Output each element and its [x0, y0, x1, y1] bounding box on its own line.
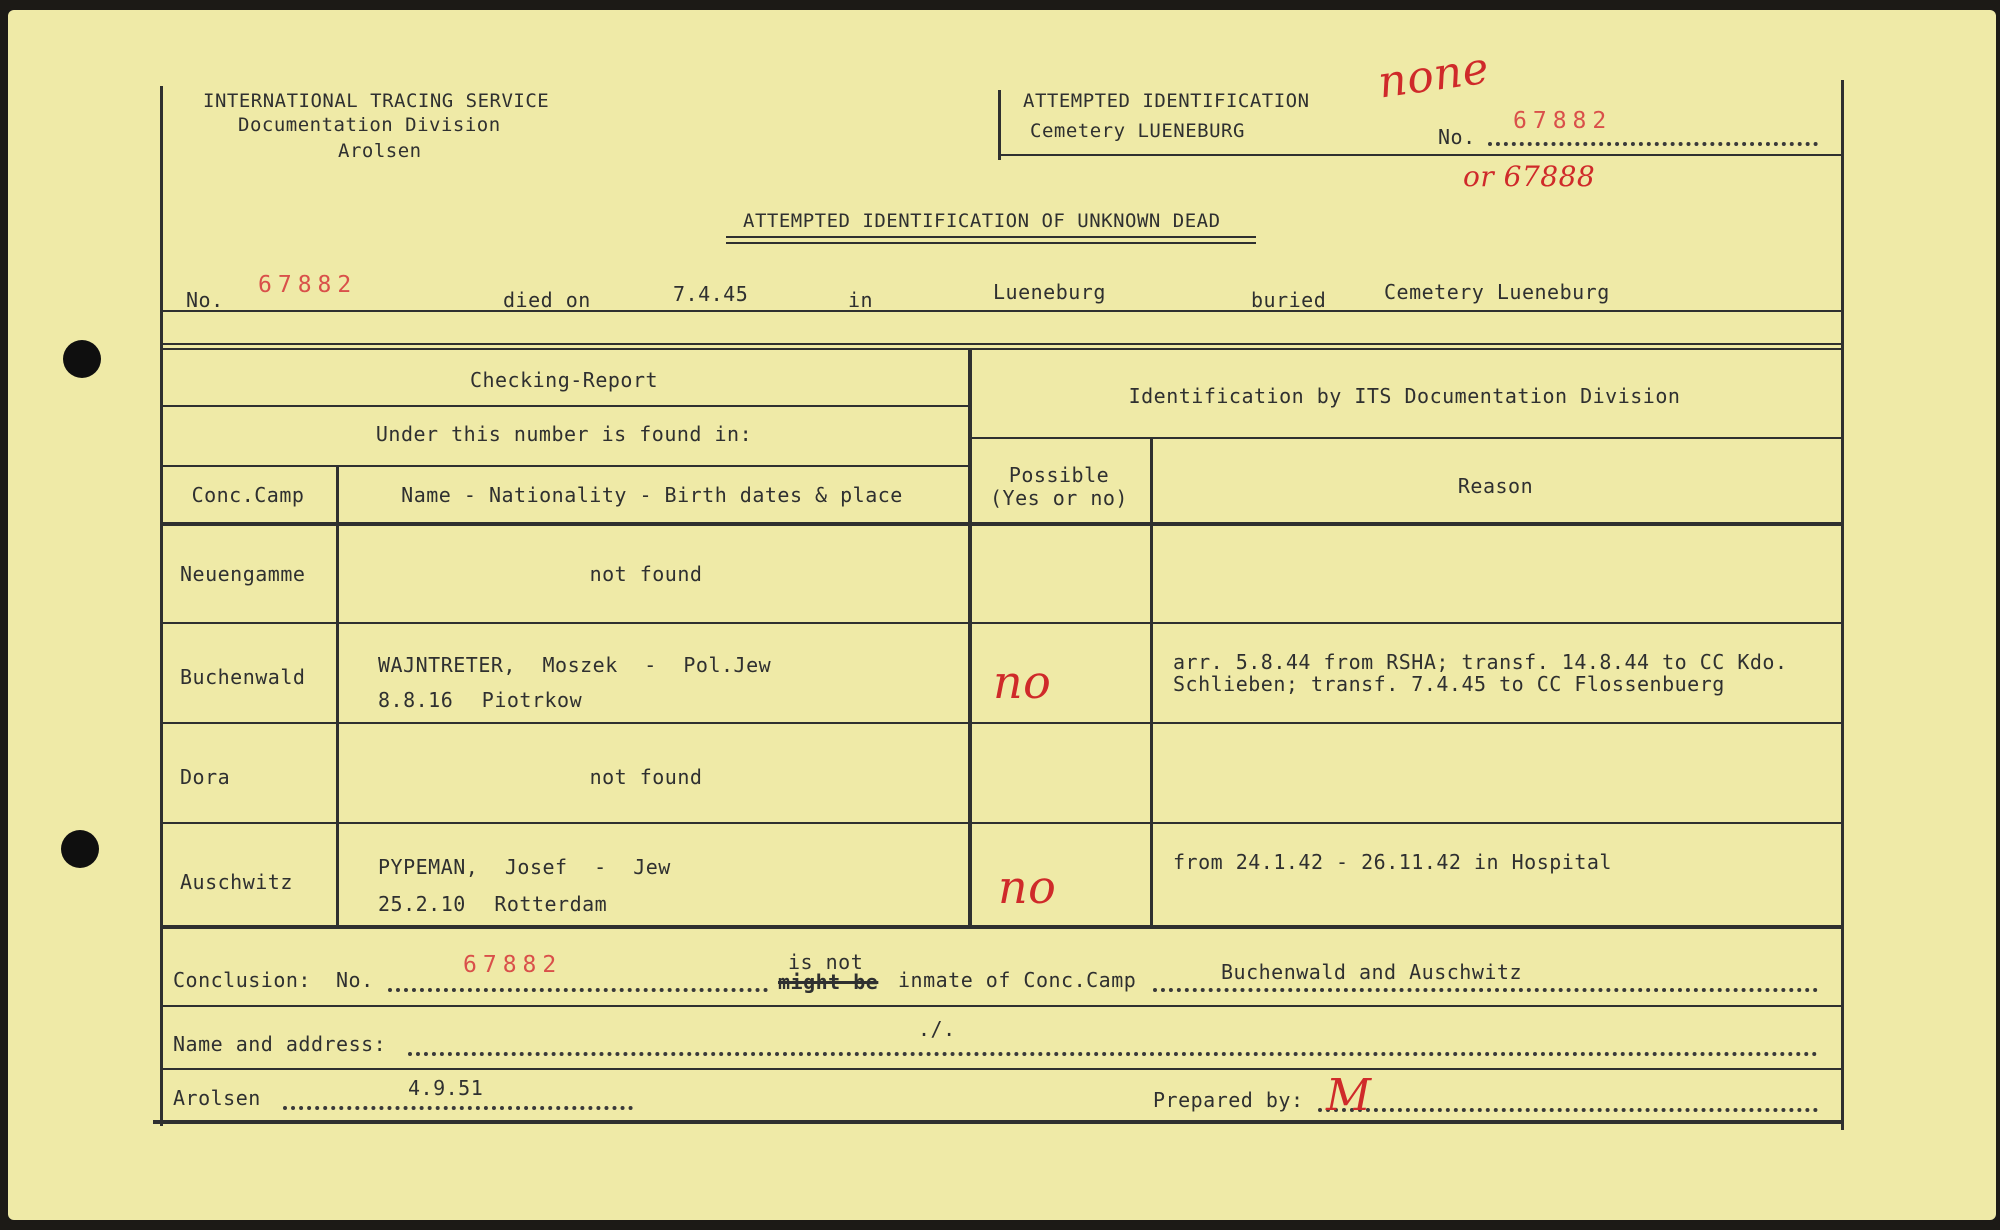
row-2-possible: no — [993, 655, 1052, 709]
table-rule-row-1 — [160, 622, 1841, 624]
table-rule-bottom — [160, 925, 1841, 929]
row-4-possible: no — [998, 860, 1057, 914]
col-header-reason: Reason — [1457, 474, 1534, 498]
name-address-dots — [408, 1052, 1818, 1056]
punch-hole-top — [63, 340, 101, 378]
col-header-possible-1: Possible — [1008, 463, 1110, 487]
table-col-line-possible — [1150, 437, 1153, 925]
table-col-line-camp — [336, 465, 339, 925]
title-underline-2 — [726, 242, 1256, 244]
prepared-by-dots — [1318, 1108, 1818, 1112]
in-label: in — [848, 288, 874, 312]
table-rule-row-3 — [160, 822, 1841, 824]
record-no-label: No. — [186, 288, 224, 312]
name-address-label: Name and address: — [173, 1032, 387, 1056]
identification-heading: Identification by ITS Documentation Division — [1128, 384, 1681, 408]
conclusion-might-be: might be — [778, 970, 879, 994]
row-2-name-line-1: WAJNTRETER, Moszek - Pol.Jew — [378, 653, 772, 677]
org-line-3: Arolsen — [338, 140, 422, 162]
row-2-camp: Buchenwald — [180, 665, 306, 689]
row-2-name-line-2: 8.8.16 Piotrkow — [378, 688, 583, 712]
table-rule-checking — [160, 405, 968, 407]
row-4-reason-line-1: from 24.1.42 - 26.11.42 in Hospital — [1173, 850, 1612, 874]
row-2-reason-line-2: Schlieben; transf. 7.4.45 to CC Flossenbuerg — [1173, 672, 1725, 696]
punch-hole-bottom — [61, 830, 99, 868]
row-1-name: not found — [589, 562, 703, 586]
footer-date: 4.9.51 — [408, 1076, 484, 1100]
col-header-possible-2: (Yes or no) — [990, 486, 1128, 510]
conclusion-inmate-text: inmate of Conc.Camp — [898, 968, 1137, 992]
col-header-name: Name - Nationality - Birth dates & place — [401, 483, 903, 507]
checking-report-heading: Checking-Report — [469, 368, 659, 392]
conclusion-no-value: 67882 — [463, 952, 563, 978]
record-underline — [160, 310, 1841, 312]
record-no-value: 67882 — [258, 272, 358, 298]
preparer-initial: M — [1326, 1070, 1372, 1121]
record-rule-2 — [160, 343, 1841, 345]
handwritten-note: none — [1374, 42, 1493, 109]
header-box-title: ATTEMPTED IDENTIFICATION — [1023, 90, 1310, 112]
header-no-dots — [1488, 142, 1818, 146]
header-no-value: 67882 — [1513, 108, 1613, 134]
document-card — [8, 10, 1996, 1220]
frame-right — [1841, 80, 1844, 1130]
table-rule-under — [160, 465, 968, 467]
row-3-camp: Dora — [180, 765, 231, 789]
frame-left — [160, 86, 163, 1126]
table-col-line-main — [968, 348, 972, 925]
org-line-2: Documentation Division — [238, 114, 501, 136]
conclusion-rule — [160, 1005, 1841, 1007]
header-no-label: No. — [1438, 125, 1476, 149]
died-label: died on — [503, 288, 591, 312]
row-4-name-line-2: 25.2.10 Rotterdam — [378, 892, 608, 916]
header-alt-no: or 67888 — [1463, 160, 1596, 193]
prepared-by-label: Prepared by: — [1153, 1088, 1304, 1112]
buried-value: Cemetery Lueneburg — [1384, 280, 1610, 304]
arolsen-dots — [283, 1106, 633, 1110]
row-3-name: not found — [589, 765, 703, 789]
table-rule-row-2 — [160, 722, 1841, 724]
name-address-rule — [160, 1068, 1841, 1070]
under-number-heading: Under this number is found in: — [375, 422, 753, 446]
record-rule-3 — [160, 348, 1841, 350]
row-1-camp: Neuengamme — [180, 562, 306, 586]
col-header-camp: Conc.Camp — [191, 483, 305, 507]
table-rule-header — [160, 522, 1841, 526]
header-box-left-line — [998, 90, 1001, 160]
conclusion-is-not: is not — [788, 950, 864, 974]
title-underline-1 — [726, 236, 1256, 238]
row-4-name-line-1: PYPEMAN, Josef - Jew — [378, 855, 671, 879]
conclusion-no-label: No. — [336, 968, 374, 992]
conclusion-label: Conclusion: — [173, 968, 311, 992]
header-box-cemetery: Cemetery LUENEBURG — [1030, 120, 1245, 142]
row-2-reason-line-1: arr. 5.8.44 from RSHA; transf. 14.8.44 to CC Kdo. — [1173, 650, 1788, 674]
header-box-bottom-line — [998, 154, 1843, 156]
conclusion-camps-dots — [1153, 988, 1818, 992]
frame-bottom — [153, 1120, 1843, 1124]
name-address-value: ./. — [918, 1017, 956, 1041]
died-value: 7.4.45 — [673, 282, 749, 306]
arolsen-label: Arolsen — [173, 1086, 261, 1110]
document-title: ATTEMPTED IDENTIFICATION OF UNKNOWN DEAD — [743, 210, 1221, 232]
buried-label: buried — [1251, 288, 1327, 312]
conclusion-camps: Buchenwald and Auschwitz — [1221, 960, 1522, 984]
conclusion-no-dots — [388, 988, 768, 992]
org-line-1: INTERNATIONAL TRACING SERVICE — [203, 90, 550, 112]
table-rule-identification — [968, 437, 1841, 439]
in-value: Lueneburg — [993, 280, 1106, 304]
row-4-camp: Auschwitz — [180, 870, 293, 894]
